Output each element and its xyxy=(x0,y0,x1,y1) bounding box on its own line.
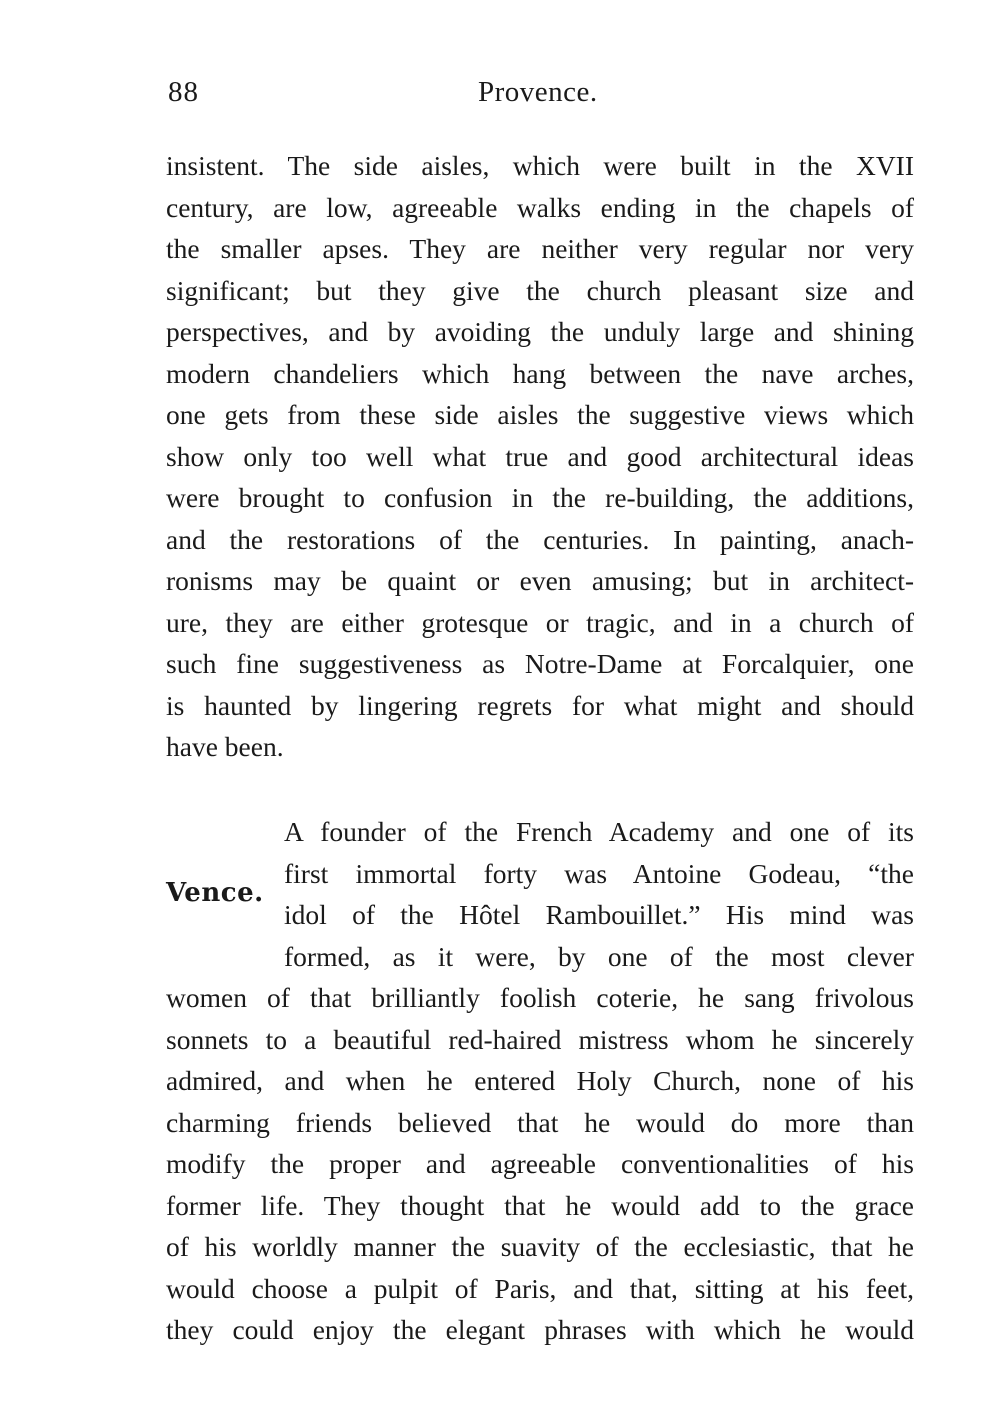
text-line: women of that brilliantly foolish coterie, he sang frivolous xyxy=(166,982,914,1013)
text-line: first immortal forty was Antoine Godeau, “the xyxy=(284,857,914,889)
text-line: would choose a pulpit of Paris, and that, sitting at his feet, xyxy=(166,1272,914,1304)
text-line: is haunted by lingering regrets for what might and should xyxy=(166,689,914,721)
text-line: one gets from these side aisles the suggestive views which xyxy=(166,399,914,430)
text-line: formed, as it were, by one of the most clever xyxy=(284,940,914,972)
text-line: have been. xyxy=(166,731,284,762)
text-line: show only too well what true and good architectural ideas xyxy=(166,440,914,472)
paragraph-2-body xyxy=(166,977,914,1351)
text-line: charming friends believed that he would do more than xyxy=(166,1106,914,1138)
side-heading: Vence. xyxy=(166,878,264,908)
text-line: were brought to confusion in the re-building, the additions, xyxy=(166,482,914,513)
text-line: perspectives, and by avoiding the unduly large and shining xyxy=(166,316,914,347)
text-line: century, are low, agreeable walks ending in the chapels of xyxy=(166,191,914,223)
text-line: idol of the Hôtel Rambouillet.” His mind was xyxy=(284,899,914,930)
paragraph-1 xyxy=(166,145,914,768)
text-line: of his worldly manner the suavity of the ecclesiastic, that he xyxy=(166,1231,914,1262)
text-line: admired, and when he entered Holy Church, none of his xyxy=(166,1065,914,1096)
text-line: A founder of the French Academy and one of its xyxy=(284,816,914,847)
text-line: sonnets to a beautiful red-haired mistress whom he sincerely xyxy=(166,1023,914,1055)
text-line: insistent. The side aisles, which were built in the XVII xyxy=(166,150,914,181)
text-line: modify the proper and agreeable conventionalities of his xyxy=(166,1148,914,1179)
text-line: former life. They thought that he would add to the grace xyxy=(166,1189,914,1221)
running-title: Provence. xyxy=(478,76,598,108)
text-line: they could enjoy the elegant phrases with which he would xyxy=(166,1314,914,1345)
text-line: significant; but they give the church pleasant size and xyxy=(166,274,914,306)
text-line: ronisms may be quaint or even amusing; but in architect- xyxy=(166,565,914,596)
text-line: ure, they are either grotesque or tragic, and in a church of xyxy=(166,606,914,638)
text-line: such fine suggestiveness as Notre-Dame at Forcalquier, one xyxy=(166,648,914,679)
text-line: the smaller apses. They are neither very regular nor very xyxy=(166,233,914,264)
page-number: 88 xyxy=(168,76,199,108)
paragraph-2-indented xyxy=(284,811,914,977)
text-line: and the restorations of the centuries. In painting, anach- xyxy=(166,523,914,555)
text-line: modern chandeliers which hang between the nave arches, xyxy=(166,357,914,389)
